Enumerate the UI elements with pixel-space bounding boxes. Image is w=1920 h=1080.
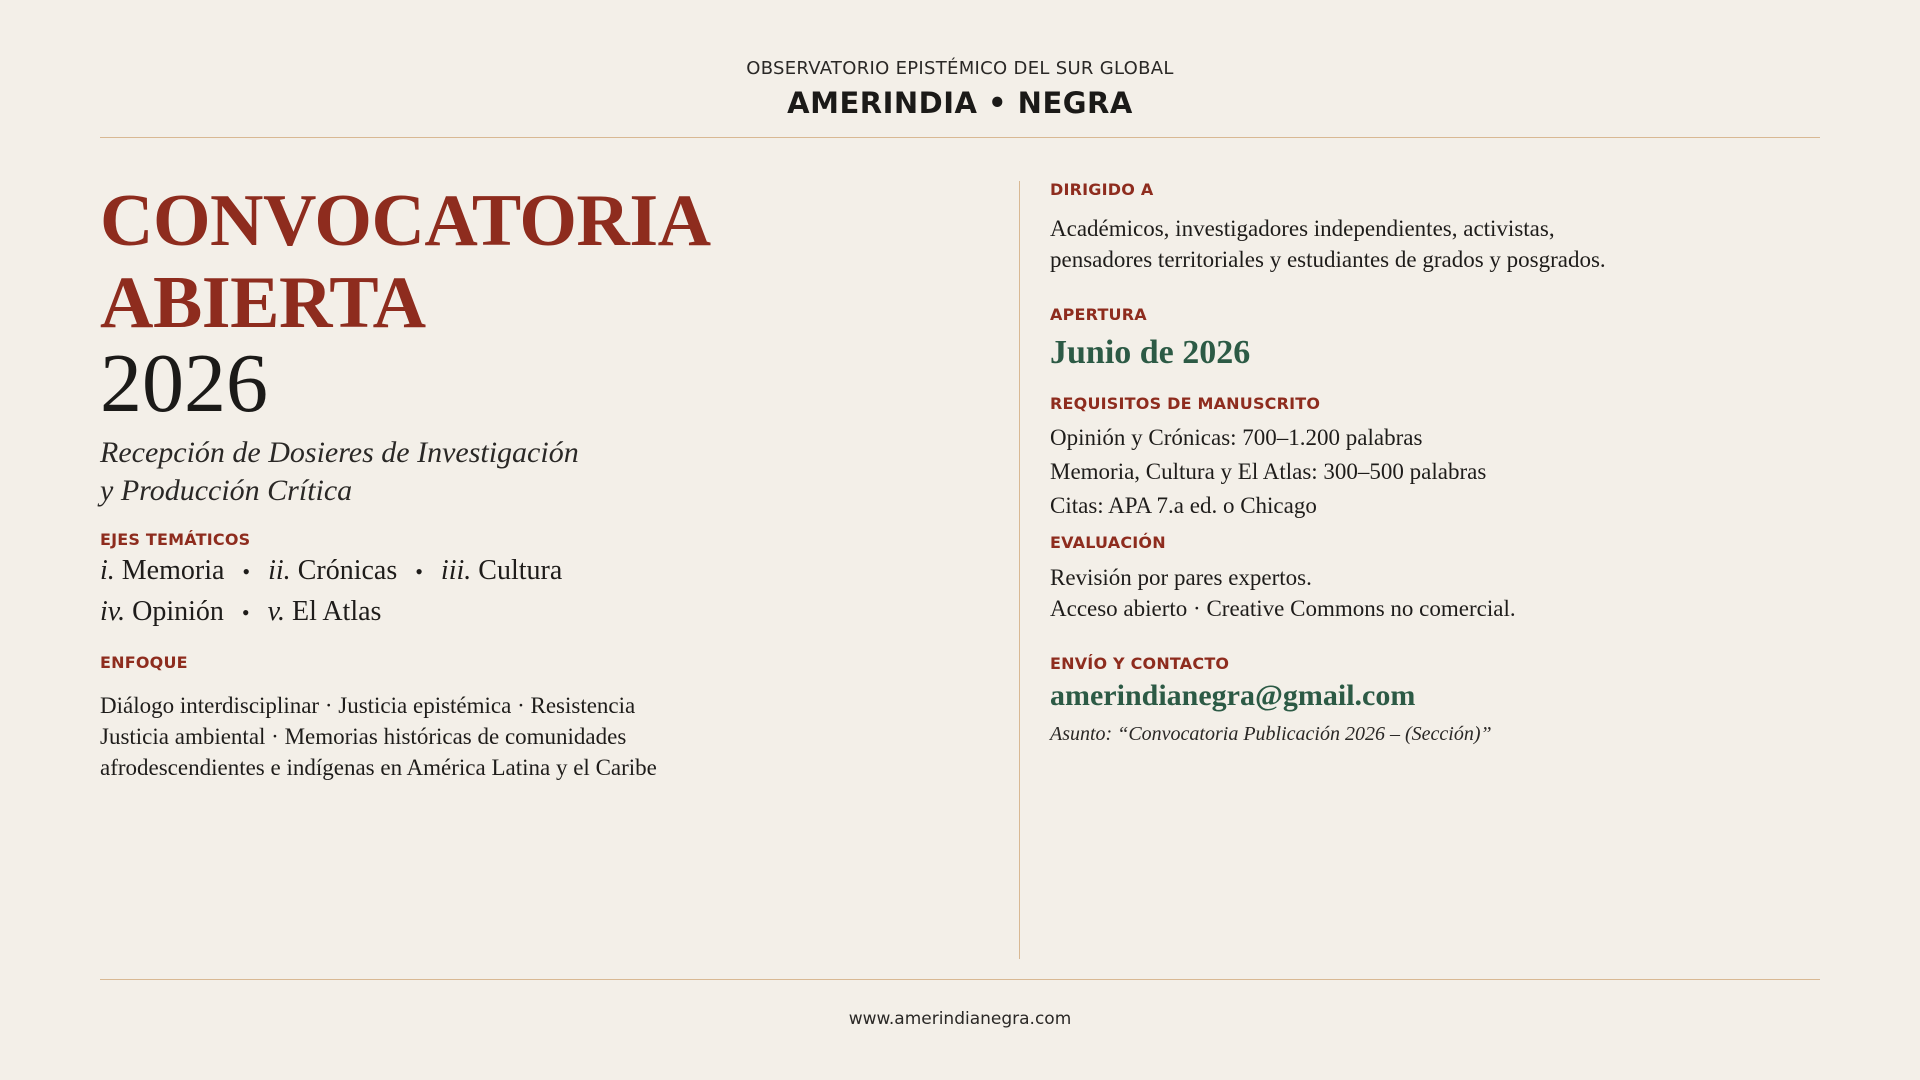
focus-line: Justicia ambiental · Memorias históricas de comunidades: [100, 724, 627, 749]
requirement-item: Citas: APA 7.a ed. o Chicago: [1050, 493, 1317, 518]
bullet-separator: •: [415, 559, 423, 584]
opening-date: Junio de 2026: [1050, 334, 1251, 371]
subtitle-line-1: Recepción de Dosieres de Investigación: [100, 436, 579, 469]
left-column: [100, 180, 1000, 783]
bullet-separator: •: [241, 600, 250, 625]
axis-item: iii. Cultura: [440, 555, 563, 586]
axis-item: ii. Crónicas: [268, 555, 398, 586]
audience-line: pensadores territoriales y estudiantes de grados y posgrados.: [1050, 247, 1606, 272]
top-divider: [100, 137, 1820, 138]
axis-item: iv. Opinión: [100, 596, 224, 627]
evaluation-line: Revisión por pares expertos.: [1050, 565, 1312, 590]
requirements-label: REQUISITOS DE MANUSCRITO: [1050, 394, 1321, 413]
brand-title: AMERINDIA • NEGRA: [787, 86, 1133, 120]
opening-label: APERTURA: [1050, 305, 1147, 324]
audience-label: DIRIGIDO A: [1050, 180, 1154, 199]
call-title: CONVOCATORIA ABIERTA: [100, 180, 707, 344]
organization-name: OBSERVATORIO EPISTÉMICO DEL SUR GLOBAL: [746, 58, 1174, 79]
axes-label: EJES TEMÁTICOS: [100, 530, 251, 549]
evaluation-label: EVALUACIÓN: [1050, 533, 1166, 552]
bottom-divider: [100, 979, 1820, 980]
subtitle-line-2: y Producción Crítica: [100, 474, 353, 507]
contact-label: ENVÍO Y CONTACTO: [1050, 654, 1230, 673]
thematic-axes: [100, 551, 1000, 633]
bullet-separator: •: [242, 559, 251, 584]
audience-text: [1050, 213, 1810, 275]
axes-row-1: [100, 551, 1000, 592]
right-column: [1050, 180, 1810, 746]
focus-text: [100, 690, 720, 783]
email-subject: Asunto: “Convocatoria Publicación 2026 – (Sección)”: [1050, 723, 1492, 745]
evaluation-text: [1050, 562, 1810, 624]
axis-item: i. Memoria: [100, 555, 225, 586]
axis-item: v. El Atlas: [267, 596, 382, 627]
focus-line: Diálogo interdisciplinar · Justicia epistémica · Resistencia: [100, 693, 636, 718]
evaluation-line: Acceso abierto · Creative Commons no comercial.: [1050, 596, 1516, 621]
focus-label: ENFOQUE: [100, 653, 188, 672]
requirements-list: [1050, 421, 1810, 523]
website-link[interactable]: www.amerindianegra.com: [848, 1009, 1072, 1029]
audience-line: Académicos, investigadores independientes, activistas,: [1050, 216, 1555, 241]
call-year: 2026: [100, 337, 268, 430]
axes-row-2: [100, 592, 1000, 633]
call-subtitle: [100, 434, 1000, 510]
column-divider: [1019, 181, 1020, 959]
requirement-item: Memoria, Cultura y El Atlas: 300–500 palabras: [1050, 459, 1487, 484]
contact-email-link[interactable]: amerindianegra@gmail.com: [1050, 679, 1416, 712]
requirement-item: Opinión y Crónicas: 700–1.200 palabras: [1050, 425, 1423, 450]
focus-line: afrodescendientes e indígenas en América Latina y el Caribe: [100, 755, 657, 780]
